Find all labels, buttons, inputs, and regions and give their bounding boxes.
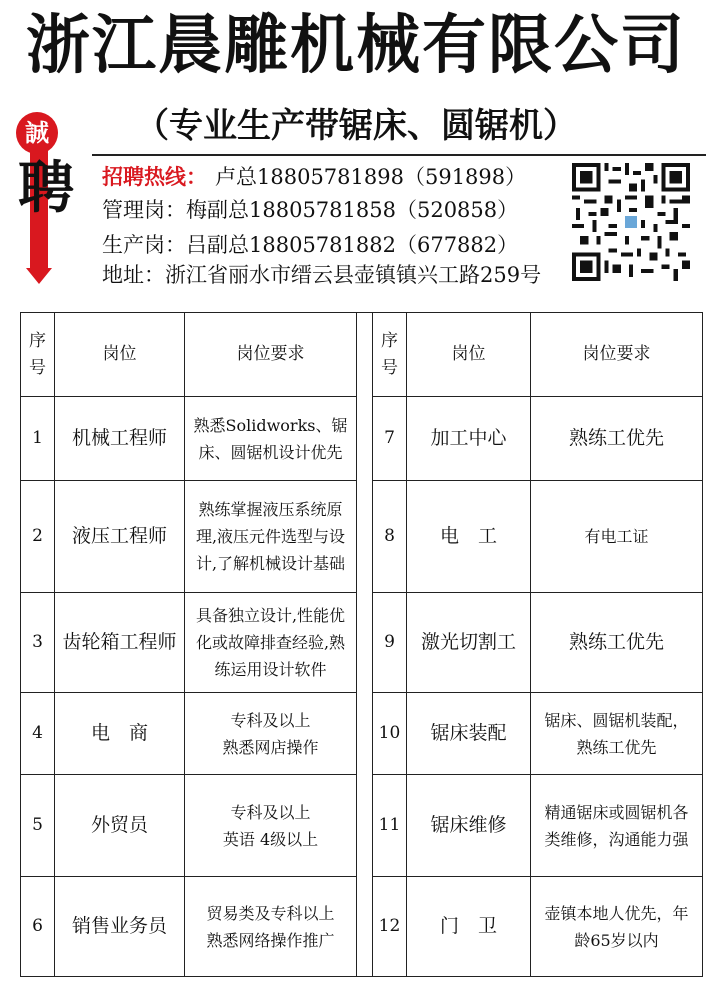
row-requirement: 精通锯床或圆锯机各 类维修，沟通能力强 (531, 775, 703, 877)
recruit-char: 聘 (18, 155, 74, 221)
row-position: 电 工 (407, 481, 531, 593)
row-position: 加工中心 (407, 397, 531, 481)
company-title: 浙江晨雕机械有限公司 (26, 8, 686, 83)
row-position: 门 卫 (407, 877, 531, 977)
row-requirement: 熟悉Solidworks、锯 床、圆锯机设计优先 (185, 397, 357, 481)
row-position: 外贸员 (55, 775, 185, 877)
row-requirement: 专科及以上 熟悉网店操作 (185, 693, 357, 775)
address-value: 浙江省丽水市缙云县壶镇镇兴工路259号 (165, 263, 542, 287)
row-no: 10 (373, 693, 407, 775)
address-label: 地址： (102, 263, 165, 287)
row-position: 电 商 (55, 693, 185, 775)
header-position: 岗位 (407, 313, 531, 397)
prod-label: 生产岗： (102, 233, 186, 257)
mgmt-value: 梅副总18805781858（520858） (186, 198, 519, 222)
row-requirement: 专科及以上 英语 4级以上 (185, 775, 357, 877)
row-position: 锯床维修 (407, 775, 531, 877)
row-requirement: 熟练掌握液压系统原 理,液压元件选型与设 计,了解机械设计基础 (185, 481, 357, 593)
row-no: 11 (373, 775, 407, 877)
mgmt-label: 管理岗： (102, 198, 186, 222)
column-gap (357, 313, 373, 977)
row-no: 3 (21, 593, 55, 693)
header-requirement: 岗位要求 (531, 313, 703, 397)
qr-code-icon (572, 163, 690, 281)
header-divider (92, 154, 706, 156)
row-no: 5 (21, 775, 55, 877)
jobs-table (20, 312, 703, 977)
row-requirement: 有电工证 (531, 481, 703, 593)
row-no: 8 (373, 481, 407, 593)
header-requirement: 岗位要求 (185, 313, 357, 397)
hotline-value: 卢总18805781898（591898） (215, 165, 527, 189)
row-no: 7 (373, 397, 407, 481)
row-position: 齿轮箱工程师 (55, 593, 185, 693)
row-requirement: 锯床、圆锯机装配， 熟练工优先 (531, 693, 703, 775)
row-requirement: 贸易类及专科以上 熟悉网络操作推广 (185, 877, 357, 977)
prod-value: 吕副总18805781882（677882） (186, 233, 519, 257)
row-position: 机械工程师 (55, 397, 185, 481)
table-header-row (21, 313, 703, 397)
row-position: 锯床装配 (407, 693, 531, 775)
row-no: 6 (21, 877, 55, 977)
header-position: 岗位 (55, 313, 185, 397)
header-no: 序号 (21, 313, 55, 397)
row-requirement: 壶镇本地人优先，年 龄65岁以内 (531, 877, 703, 977)
row-position: 销售业务员 (55, 877, 185, 977)
header-no: 序号 (373, 313, 407, 397)
row-requirement: 熟练工优先 (531, 593, 703, 693)
arrow-down-icon (26, 268, 52, 284)
address-line (102, 260, 541, 290)
row-no: 2 (21, 481, 55, 593)
mgmt-line (102, 195, 518, 225)
row-no: 9 (373, 593, 407, 693)
row-position: 液压工程师 (55, 481, 185, 593)
company-tagline: （专业生产带锯床、圆锯机） (135, 106, 577, 146)
hotline-label: 招聘热线： (102, 164, 207, 189)
row-position: 激光切割工 (407, 593, 531, 693)
row-no: 1 (21, 397, 55, 481)
row-no: 4 (21, 693, 55, 775)
row-requirement: 具备独立设计,性能优 化或故障排查经验,熟 练运用设计软件 (185, 593, 357, 693)
row-no: 12 (373, 877, 407, 977)
row-requirement: 熟练工优先 (531, 397, 703, 481)
stamp-icon: 誠 (16, 112, 58, 154)
prod-line (102, 230, 518, 260)
hotline-line (102, 162, 526, 192)
